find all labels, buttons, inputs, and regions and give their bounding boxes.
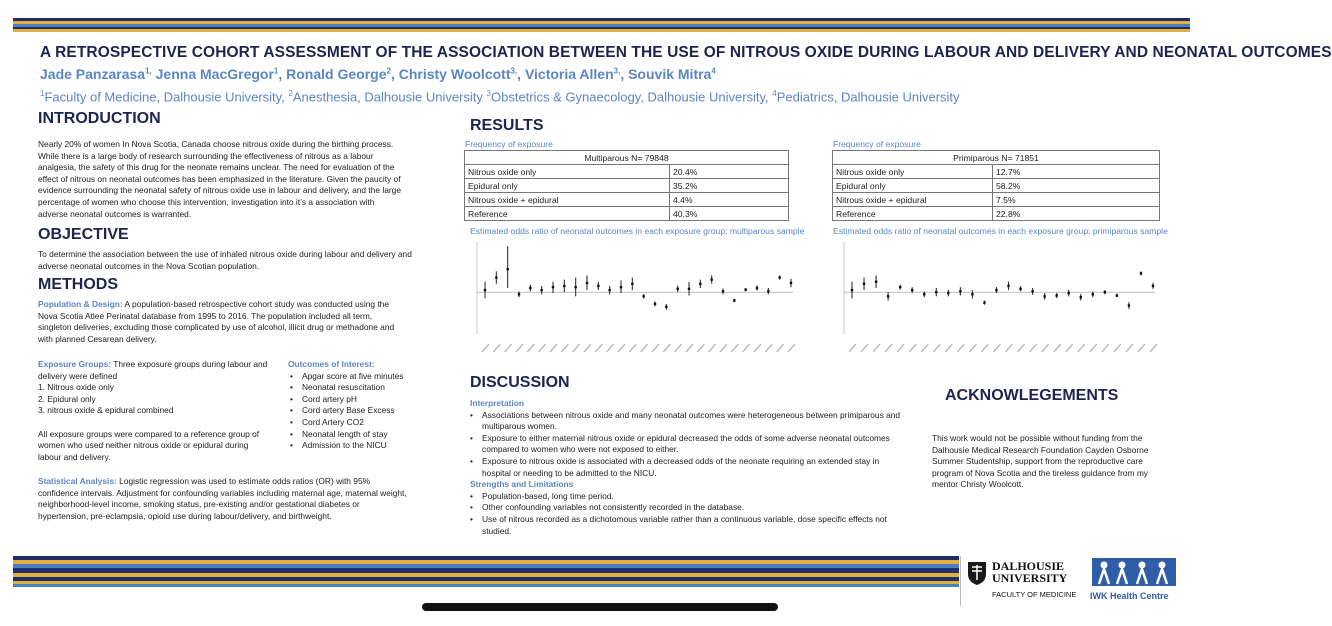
x-tick-label (505, 344, 512, 352)
odds-ratio-point (1128, 304, 1130, 306)
odds-ratio-point (863, 283, 865, 285)
odds-ratio-point (495, 276, 497, 278)
x-tick-label (1054, 344, 1061, 352)
x-tick-label (731, 344, 738, 352)
odds-ratio-point (552, 286, 554, 288)
x-tick-label (945, 344, 952, 352)
interpretation-item: • Associations between nitrous oxide and many neonatal outcomes were heterogeneous between primiparous and multiparous women. (470, 410, 910, 433)
odds-ratio-point (767, 290, 769, 292)
multiparous-table (464, 150, 789, 221)
odds-ratio-point (899, 286, 901, 288)
primiparous-chart-title: Estimated odds ratio of neonatal outcomes in each exposure group; primiparous sample (833, 226, 1168, 236)
home-indicator (422, 603, 778, 611)
multiparous-caption: Frequency of exposure (465, 139, 553, 149)
x-tick-label (1066, 344, 1073, 352)
x-tick-label (618, 344, 625, 352)
odds-ratio-point (620, 286, 622, 288)
odds-ratio-point (1007, 285, 1009, 287)
odds-ratio-point (586, 282, 588, 284)
odds-ratio-point (1152, 285, 1154, 287)
x-tick-label (1006, 344, 1013, 352)
primiparous-caption: Frequency of exposure (833, 139, 921, 149)
logo-divider (960, 556, 961, 606)
iwk-name: IWK Health Centre (1090, 591, 1169, 601)
odds-ratio-point (744, 288, 746, 290)
outcome-item: • Admission to the NICU (290, 440, 418, 452)
x-tick-label (861, 344, 868, 352)
x-tick-label (1102, 344, 1109, 352)
odds-ratio-point (935, 291, 937, 293)
author: Souvik Mitra (628, 66, 712, 82)
table-row: Epidural only 35.2% (465, 179, 789, 193)
x-tick-label (595, 344, 602, 352)
x-tick-label (493, 344, 500, 352)
odds-ratio-point (1080, 296, 1082, 298)
odds-ratio-point (1019, 288, 1021, 290)
population-design: Population & Design: A population-based retrospective cohort study was conducted using the Nova Scotia Atlee Perinatal database from 1995 to 2016. The population included all term, singleton deliveries, excluding those complicated by use of alcohol, illicit drug or methadone and with planned Cesarean delivery. (38, 299, 395, 344)
outcome-item: • Neonatal resuscitation (290, 382, 418, 394)
iwk-figures-icon (1092, 556, 1176, 588)
discussion-body: Interpretation • Associations between nitrous oxide and many neonatal outcomes were heterogeneous between primiparous and multiparous women. • Exposure to either maternal nitrous oxide or epidural decreased the odds of some adverse neonatal outcomes compared to women who were not exposed to either. • Exposure to nitrous oxide is associated with a decreased odds of the neonate requiring an extended stay in hospital or needing to be admitted to the NICU. Strengths and Limitations • Population-based, long time period. • Other confounding variables not consistently recorded in the database. • Use of nitrous recorded as a dichotomous variable rather than a continuous variable, dose specific effects not studied. (470, 398, 910, 537)
dal-name: DALHOUSIE (992, 559, 1065, 573)
strengths-item: • Use of nitrous recorded as a dichotomous variable rather than a continuous variable, dose specific effects not studied. (470, 514, 910, 537)
odds-ratio-point (1140, 272, 1142, 274)
table-header: Primiparous N= 71851 (833, 151, 1160, 165)
top-band (13, 18, 1190, 32)
strengths-item: • Population-based, long time period. (470, 491, 910, 503)
strengths-item: • Other confounding variables not consistently recorded in the database. (470, 502, 910, 514)
odds-ratio-point (1104, 291, 1106, 293)
x-tick-label (573, 344, 580, 352)
x-tick-label (777, 344, 784, 352)
odds-ratio-point (875, 281, 877, 283)
x-tick-label (675, 344, 682, 352)
outcome-item: • Cord Artery CO2 (290, 417, 418, 429)
x-tick-label (897, 344, 904, 352)
results-heading: RESULTS (470, 117, 544, 134)
table-row: Epidural only 58.2% (833, 179, 1160, 193)
x-tick-label (1138, 344, 1145, 352)
x-tick-label (584, 344, 591, 352)
x-tick-label (1090, 344, 1097, 352)
odds-ratio-point (983, 301, 985, 303)
table-row: Nitrous oxide + epidural 7.5% (833, 193, 1160, 207)
x-tick-label (539, 344, 546, 352)
x-tick-label (561, 344, 568, 352)
x-tick-label (933, 344, 940, 352)
intro-text: Nearly 20% of women In Nova Scotia, Canada choose nitrous oxide during the birthing process. While there is a large body of research surrounding the effectiveness of nitrous as a labour analgesia, the safety of this drug for the neonate remains unclear. The need for evaluation of the effect of nitrous on neonatal outcomes has been emphasized in the literature. Given the paucity of evidence surrounding the neonatal safety of nitrous oxide use in labour and delivery, and the large percentage of women who choose this intervention, investigation into it’s a association with adverse neonatal outcomes is warranted. (38, 139, 401, 219)
odds-ratio-point (995, 289, 997, 291)
odds-ratio-point (947, 292, 949, 294)
dalhousie-crest-icon (966, 560, 988, 586)
odds-ratio-point (1031, 290, 1033, 292)
odds-ratio-point (540, 289, 542, 291)
author: Victoria Allen (524, 66, 614, 82)
objective-text: To determine the association between the use of inhaled nitrous oxide during labour and delivery and adverse neonatal outcomes in the Nova Scotian population. (38, 249, 412, 271)
author: Jenna MacGregor (155, 66, 274, 82)
odds-ratio-point (631, 283, 633, 285)
poster-title: A RETROSPECTIVE COHORT ASSESSMENT OF THE ASSOCIATION BETWEEN THE USE OF NITROUS OXIDE DURING LABOUR AND DELIVERY AND NEONATAL OUTCOMES (40, 44, 1332, 61)
odds-ratio-point (597, 285, 599, 287)
exposure-groups: Exposure Groups: Three exposure groups during labour and delivery were defined 1. Nitrous oxide only 2. Epidural only 3. nitrous oxide & epidural combined All exposure groups were compared to a reference group of women who used neither nitrous oxide or epidural during labour and delivery. (38, 359, 268, 462)
odds-ratio-point (1116, 294, 1118, 296)
odds-ratio-point (887, 295, 889, 297)
outcome-item: • Neonatal length of stay (290, 429, 418, 441)
x-tick-label (686, 344, 693, 352)
odds-ratio-point (518, 293, 520, 295)
interpretation-item: • Exposure to either maternal nitrous oxide or epidural decreased the odds of some adverse neonatal outcomes compared to women who were not exposed to either. (470, 433, 910, 456)
statistical-analysis: Statistical Analysis: Logistic regression was used to estimate odds ratios (OR) with 95% confidence intervals. Adjustment for confounding variables including maternal age, maternal weight, neighborhood-level income, smoking status, pre-existing and/or gestational diabetes or hypertension, pre-eclampsia, opioid use during labour/delivery, and birthweight. (38, 476, 407, 521)
x-tick-label (697, 344, 704, 352)
x-tick-label (652, 344, 659, 352)
odds-ratio-point (654, 303, 656, 305)
discussion-heading: DISCUSSION (470, 374, 570, 391)
odds-ratio-point (642, 295, 644, 297)
x-tick-label (527, 344, 534, 352)
odds-ratio-point (790, 282, 792, 284)
odds-ratio-point (722, 290, 724, 292)
odds-ratio-point (778, 276, 780, 278)
x-tick-label (550, 344, 557, 352)
odds-ratio-point (959, 290, 961, 292)
odds-ratio-point (699, 283, 701, 285)
x-tick-label (1126, 344, 1133, 352)
x-tick-label (641, 344, 648, 352)
outcome-item: • Apgar score at five minutes (290, 371, 418, 383)
dal-university: UNIVERSITY (992, 571, 1068, 585)
intro-heading: INTRODUCTION (38, 110, 161, 127)
odds-ratio-point (676, 288, 678, 290)
acknowledgements-text: This work would not be possible without funding from the Dalhousie Medical Research Foundation Cayden Osborne Summer Studentship, support from the reproductive care program of Nova Scotia and the tireless guidance from my mentor Christy Woolcott. (932, 433, 1149, 490)
bottom-band (13, 556, 959, 587)
odds-ratio-point (688, 288, 690, 290)
odds-ratio-point (733, 299, 735, 301)
odds-ratio-point (1092, 293, 1094, 295)
x-tick-label (663, 344, 670, 352)
methods-heading: METHODS (38, 276, 118, 293)
outcomes-of-interest: Outcomes of Interest: • Apgar score at five minutes • Neonatal resuscitation • Cord artery pH • Cord artery Base Excess • Cord Artery CO2 • Neonatal length of stay • Admission to the NICU (288, 359, 418, 452)
table-row: Nitrous oxide only 20.4% (465, 165, 789, 179)
x-tick-label (957, 344, 964, 352)
x-tick-label (969, 344, 976, 352)
x-tick-label (993, 344, 1000, 352)
odds-ratio-point (971, 293, 973, 295)
multiparous-chart-title: Estimated odds ratio of neonatal outcomes in each exposure group; multiparous sample (470, 226, 805, 236)
odds-ratio-point (506, 268, 508, 270)
table-row: Reference 40.3% (465, 207, 789, 221)
x-tick-label (1150, 344, 1157, 352)
odds-ratio-point (851, 289, 853, 291)
author-list: Jade Panzarasa$^{1,}$ Jenna MacGregor$^1$, Ronald George$^2$, Christy Woolcott$^{3,}$, Victoria Allen$^{3,}$, Souvik Mitra$^4$ (40, 66, 716, 82)
objective-heading: OBJECTIVE (38, 226, 129, 243)
x-tick-label (607, 344, 614, 352)
table-header: Multiparous N= 79848 (465, 151, 789, 165)
x-tick-label (1030, 344, 1037, 352)
x-tick-label (909, 344, 916, 352)
author: Jade Panzarasa (40, 66, 146, 82)
odds-ratio-point (665, 306, 667, 308)
x-tick-label (482, 344, 489, 352)
outcome-item: • Cord artery pH (290, 394, 418, 406)
x-tick-label (1018, 344, 1025, 352)
odds-ratio-point (1055, 294, 1057, 296)
x-tick-label (743, 344, 750, 352)
x-tick-label (981, 344, 988, 352)
x-tick-label (754, 344, 761, 352)
odds-ratio-point (756, 287, 758, 289)
x-tick-label (516, 344, 523, 352)
reference-group-text: All exposure groups were compared to a reference group of women who used neither nitrous oxide or epidural during labour and delivery. (38, 428, 260, 462)
x-tick-label (1114, 344, 1121, 352)
odds-ratio-point (1043, 295, 1045, 297)
table-row: Nitrous oxide + epidural 4.4% (465, 193, 789, 207)
x-tick-label (765, 344, 772, 352)
primiparous-odds-chart (822, 238, 1167, 378)
table-row: Reference 22.8% (833, 207, 1160, 221)
table-row: Nitrous oxide only 12.7% (833, 165, 1160, 179)
odds-ratio-point (529, 287, 531, 289)
x-tick-label (873, 344, 880, 352)
x-tick-label (720, 344, 727, 352)
x-tick-label (709, 344, 716, 352)
x-tick-label (849, 344, 856, 352)
x-tick-label (885, 344, 892, 352)
odds-ratio-point (563, 285, 565, 287)
author: Christy Woolcott (398, 66, 511, 82)
odds-ratio-point (608, 289, 610, 291)
outcome-item: • Cord artery Base Excess (290, 405, 418, 417)
x-tick-label (1042, 344, 1049, 352)
primiparous-table (832, 150, 1160, 221)
odds-ratio-point (574, 286, 576, 288)
multiparous-odds-chart (455, 238, 805, 378)
odds-ratio-point (911, 289, 913, 291)
acknowledgements-heading: ACKNOWLEGEMENTS (945, 387, 1119, 404)
odds-ratio-point (710, 278, 712, 280)
x-tick-label (788, 344, 795, 352)
interpretation-item: • Exposure to nitrous oxide is associated with a decreased odds of the neonate requiring an extended stay in hospital or needing to be admitted to the NICU. (470, 456, 910, 479)
dal-faculty: FACULTY OF MEDICINE (992, 590, 1077, 599)
odds-ratio-point (1068, 292, 1070, 294)
x-tick-label (921, 344, 928, 352)
affiliations: $^1$Faculty of Medicine, Dalhousie University, $^2$Anesthesia, Dalhousie University $^3$Obstetrics & Gynaecology, Dalhousie University, $^4$Pediatrics, Dalhousie University (40, 89, 960, 105)
x-tick-label (1078, 344, 1085, 352)
x-tick-label (629, 344, 636, 352)
odds-ratio-point (923, 293, 925, 295)
author: Ronald George (286, 66, 387, 82)
odds-ratio-point (484, 289, 486, 291)
